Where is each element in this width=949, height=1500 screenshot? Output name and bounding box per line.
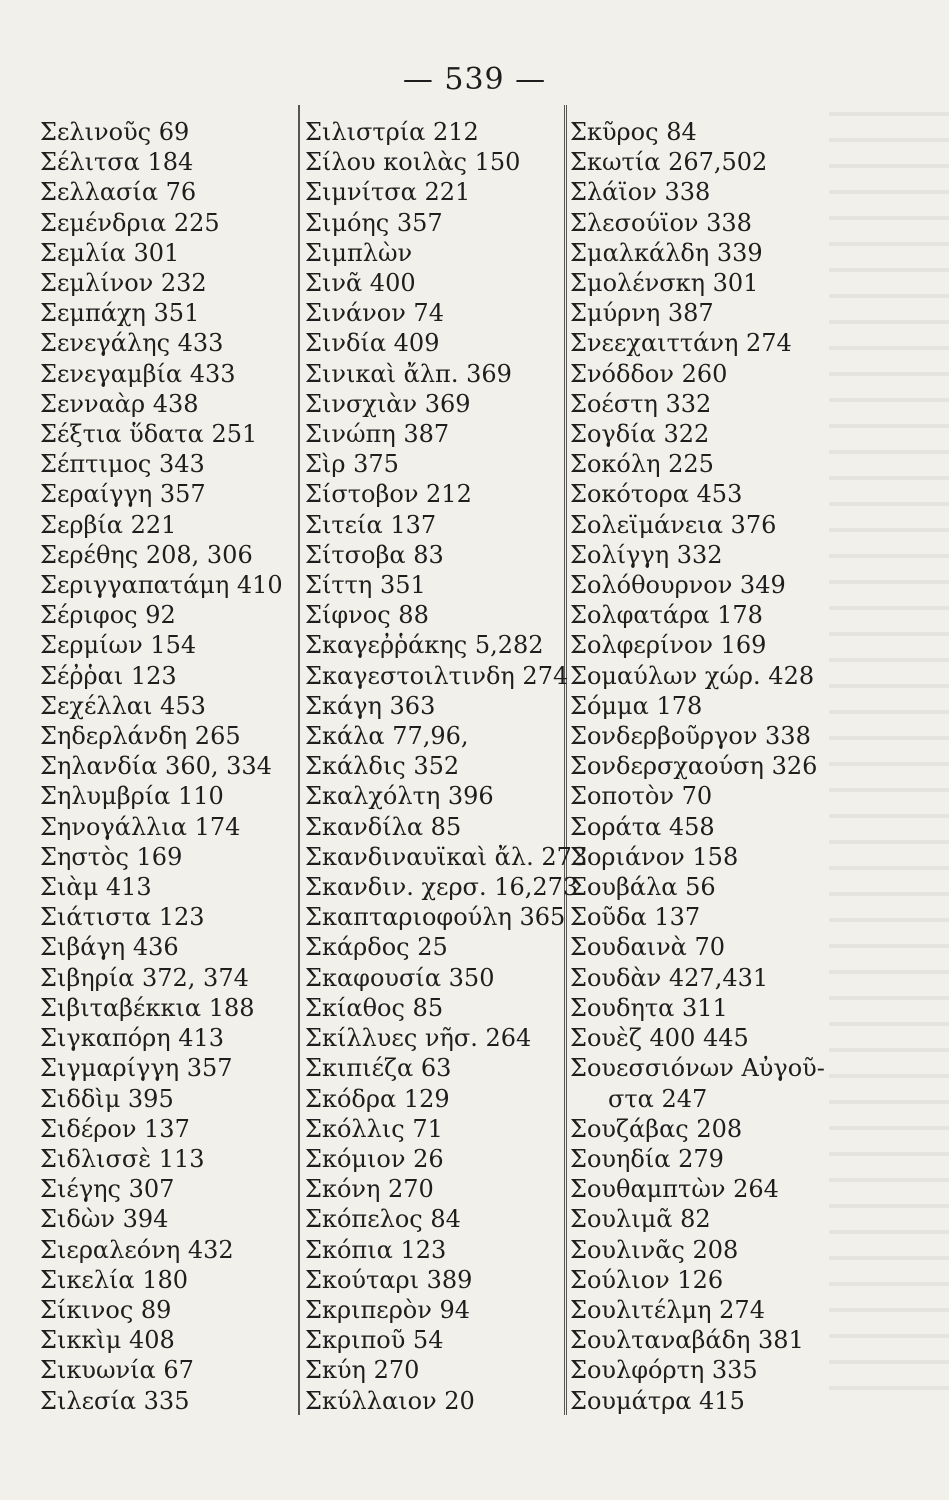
index-entry: Σίλου κοιλὰς 150: [305, 148, 521, 177]
index-entry: Σιβιταβέκκια 188: [40, 993, 255, 1022]
index-entry: Σκίλλυες νῆσ. 264: [305, 1024, 532, 1053]
index-entry: Σολφατάρα 178: [570, 601, 763, 630]
index-entry: Σκάγη 363: [305, 691, 436, 720]
index-entry: Σοῦδα 137: [570, 903, 701, 932]
index-entry: Σκόμιον 26: [305, 1144, 444, 1173]
index-entry: Σιμπλὼν: [305, 238, 413, 267]
index-entry: Σκάλα 77,96,: [305, 722, 469, 751]
index-entry: Σνεεχαιττάνη 274: [570, 329, 792, 358]
index-entry: Σουδητα 311: [570, 993, 728, 1022]
index-entry: Σκόλλις 71: [305, 1114, 443, 1143]
index-entry: Σκίαθος 85: [305, 993, 444, 1022]
index-entry: Σουεσσιόνων Αὐγοῦ-: [570, 1054, 825, 1083]
index-entry: Σέλιτσα 184: [40, 148, 194, 177]
index-column-2: [305, 117, 588, 1416]
index-entry: Σονδερσχαούση 326: [570, 752, 818, 781]
index-entry: Σίστοβον 212: [305, 480, 472, 509]
index-entry: Σικκὶμ 408: [40, 1326, 175, 1355]
index-entry: Σλάϊον 338: [570, 178, 711, 207]
page-number: — 539 —: [402, 62, 547, 97]
index-entry: Σενεγάλης 433: [40, 329, 224, 358]
index-entry: Σεραίγγη 357: [40, 480, 206, 509]
index-entry: Σολίγγη 332: [570, 540, 723, 569]
index-entry: Σηνογάλλια 174: [40, 812, 241, 841]
index-entry: Σκόπια 123: [305, 1235, 447, 1264]
index-entry: Σενναὰρ 438: [40, 389, 199, 418]
index-entry: Σιλεσία 335: [40, 1386, 190, 1415]
index-entry: Σινικαὶ ἄλπ. 369: [305, 359, 512, 388]
index-entry: Σιμόης 357: [305, 208, 443, 237]
index-entry: Σκαπταριοφούλη 365: [305, 903, 566, 932]
index-entry: Σκριπερὸν 94: [305, 1295, 471, 1324]
index-entry: Σουθαμπτὼν 264: [570, 1175, 779, 1204]
index-entry: Σινώπη 387: [305, 420, 450, 449]
index-entry: Σιὰμ 413: [40, 873, 152, 902]
index-entry: Σινάνον 74: [305, 299, 444, 328]
index-entry: Σινᾶ 400: [305, 269, 416, 298]
index-entry: Σιμνίτσα 221: [305, 178, 471, 207]
index-entry: Σκόνη 270: [305, 1175, 434, 1204]
index-entry: Σουλιμᾶ 82: [570, 1205, 711, 1234]
index-entry: Σουβάλα 56: [570, 873, 716, 902]
index-entry: Σκάλδις 352: [305, 752, 460, 781]
index-entry: Σκόδρα 129: [305, 1084, 450, 1113]
index-entry: Σίττη 351: [305, 571, 426, 600]
index-entry: Σιδλισσὲ 113: [40, 1144, 205, 1173]
index-entry: Σοέστη 332: [570, 389, 712, 418]
index-entry: Σολόθουρνον 349: [570, 571, 786, 600]
index-entry: Σηλυμβρία 110: [40, 782, 224, 811]
index-entry: Σκαγεῤῥάκης 5,282: [305, 631, 544, 660]
index-entry: Σιδέρον 137: [40, 1114, 190, 1143]
index-entry: Σηστὸς 169: [40, 842, 183, 871]
index-entry: Σκόπελος 84: [305, 1205, 461, 1234]
index-entry: Σιδδὶμ 395: [40, 1084, 174, 1113]
index-entry: Σκριποῦ 54: [305, 1326, 444, 1355]
index-entry: Σλεσούϊον 338: [570, 208, 752, 237]
index-entry: Σιβάγη 436: [40, 933, 179, 962]
index-entry: Σουὲζ 400 445: [570, 1024, 749, 1053]
index-entry: Σογδία 322: [570, 420, 710, 449]
index-entry: Σκαγεστοιλτινδη 274: [305, 661, 569, 690]
index-entry: Σίτσοβα 83: [305, 540, 444, 569]
index-entry: Σμολένσκη 301: [570, 269, 759, 298]
index-entry: Σκαφουσία 350: [305, 963, 495, 992]
index-entry: στα 247: [608, 1084, 708, 1113]
index-entry: Σίφνος 88: [305, 601, 429, 630]
index-entry: Σοκόλη 225: [570, 450, 714, 479]
index-entry: Σινσχιὰν 369: [305, 389, 471, 418]
index-entry: Σελινοῦς 69: [40, 118, 190, 146]
index-entry: Σερβία 221: [40, 510, 177, 539]
index-entry: Σουμάτρα 415: [570, 1386, 745, 1415]
index-entry: Σιέγης 307: [40, 1175, 175, 1204]
index-column-1: [40, 117, 290, 1416]
index-entry: Σιβηρία 372, 374: [40, 963, 249, 992]
column-divider: [298, 105, 300, 1415]
index-entry: Σεχέλλαι 453: [40, 691, 206, 720]
index-entry: Σονδερβοῦργον 338: [570, 722, 811, 751]
index-entry: Σελλασία 76: [40, 178, 197, 207]
index-entry: Σεμένδρια 225: [40, 208, 220, 237]
index-entry: Σολεϊμάνεια 376: [570, 510, 777, 539]
index-entry: Σουλινᾶς 208: [570, 1235, 739, 1264]
index-entry: Σουλταναβάδη 381: [570, 1326, 804, 1355]
column-divider: [564, 105, 567, 1415]
index-entry: Σέπτιμος 343: [40, 450, 205, 479]
index-entry: Σκύη 270: [305, 1356, 420, 1385]
index-entry: Σκύλλαιον 20: [305, 1386, 475, 1415]
index-entry: Σηδερλάνδη 265: [40, 722, 241, 751]
index-entry: Σέῤῥαι 123: [40, 661, 177, 690]
index-entry: Σεμπάχη 351: [40, 299, 200, 328]
index-entry: Σικυωνία 67: [40, 1356, 194, 1385]
index-entry: Σικελία 180: [40, 1265, 189, 1294]
index-entry: Σκανδίλα 85: [305, 812, 462, 841]
index-entry: Σούλιον 126: [570, 1265, 724, 1294]
index-entry: Σομαύλων χώρ. 428: [570, 661, 815, 690]
index-entry: Σουλφόρτη 335: [570, 1356, 758, 1385]
index-entry: Σίκινος 89: [40, 1295, 172, 1324]
index-entry: Σκιπιέζα 63: [305, 1054, 452, 1083]
index-entry: Σηλανδία 360, 334: [40, 752, 272, 781]
index-entry: Σιτεία 137: [305, 510, 437, 539]
index-entry: Σοράτα 458: [570, 812, 715, 841]
index-entry: Σιλιστρία 212: [305, 118, 479, 146]
index-entry: Σουζάβας 208: [570, 1114, 743, 1143]
index-entry: Σερέθης 208, 306: [40, 540, 253, 569]
index-entry: Σουλιτέλμη 274: [570, 1295, 765, 1324]
index-entry: Σιάτιστα 123: [40, 903, 205, 932]
index-entry: Σόμμα 178: [570, 691, 703, 720]
index-entry: Σουδὰν 427,431: [570, 963, 769, 992]
index-entry: Σέριφος 92: [40, 601, 176, 630]
index-entry: Σολφερίνον 169: [570, 631, 767, 660]
index-entry: Σοποτὸν 70: [570, 782, 713, 811]
index-entry: Σέξτια ὕδατα 251: [40, 420, 258, 449]
index-entry: Σιδὼν 394: [40, 1205, 169, 1234]
index-entry: Σεριγγαπατάμη 410: [40, 571, 283, 600]
index-entry: Σερμίων 154: [40, 631, 197, 660]
index-entry: Σκωτία 267,502: [570, 148, 768, 177]
index-entry: Σοριάνον 158: [570, 842, 739, 871]
index-entry: Σκανδιναυϊκαὶ ἄλ. 273: [305, 842, 588, 871]
index-entry: Σκαλχόλτη 396: [305, 782, 494, 811]
index-entry: Σουηδία 279: [570, 1144, 724, 1173]
index-entry: Σεμλίνον 232: [40, 269, 207, 298]
index-entry: Σὶρ 375: [305, 450, 399, 479]
show-through-bleed: [829, 90, 949, 1390]
index-entry: Σκάρδος 25: [305, 933, 448, 962]
index-entry: Σκανδιν. χερσ. 16,273: [305, 873, 579, 902]
index-entry: Σνόδδον 260: [570, 359, 728, 388]
index-entry: Σμύρνη 387: [570, 299, 714, 328]
index-entry: Σινδία 409: [305, 329, 440, 358]
index-column-3: [570, 117, 840, 1416]
index-entry: Σενεγαμβία 433: [40, 359, 236, 388]
index-entry: Σκούταρι 389: [305, 1265, 473, 1294]
index-entry: Σιεραλεόνη 432: [40, 1235, 234, 1264]
index-entry: Σουδαινὰ 70: [570, 933, 726, 962]
index-entry: Σοκότορα 453: [570, 480, 743, 509]
index-entry: Σιγμαρίγγη 357: [40, 1054, 233, 1083]
index-entry: Σμαλκάλδη 339: [570, 238, 763, 267]
index-entry: Σκῦρος 84: [570, 118, 697, 146]
index-entry: Σιγκαπόρη 413: [40, 1024, 225, 1053]
index-entry: Σεμλία 301: [40, 238, 180, 267]
